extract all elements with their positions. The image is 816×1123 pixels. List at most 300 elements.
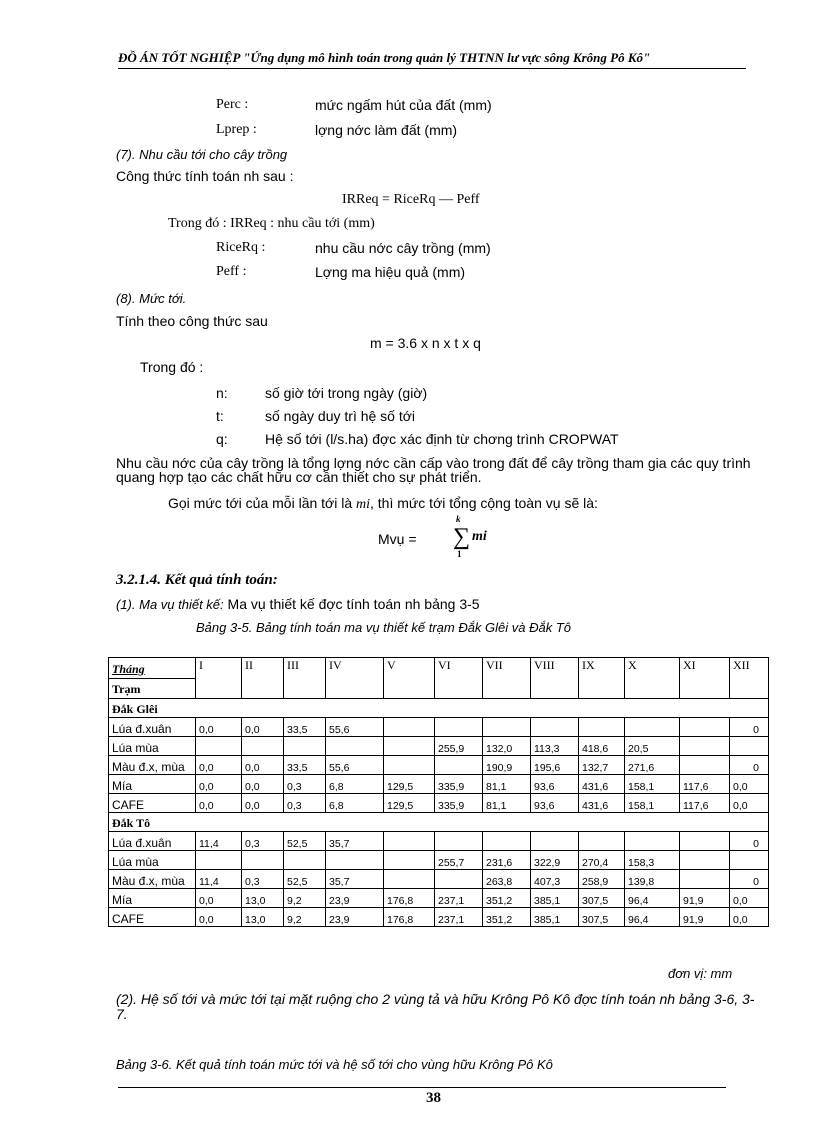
value-cell — [242, 889, 284, 908]
corner-month-label: Tháng — [112, 662, 145, 676]
value-cell — [284, 794, 326, 813]
def-desc-t: số ngày duy trì hệ số tới — [265, 408, 416, 424]
value: 96,4 — [628, 914, 649, 926]
value-cell — [579, 775, 625, 794]
value-cell — [680, 832, 730, 851]
value-cell — [483, 794, 531, 813]
value-cell — [483, 756, 531, 775]
value: 0,0 — [733, 781, 748, 793]
value-cell — [531, 737, 579, 756]
value: 9,2 — [287, 914, 302, 926]
month-header-9: IX — [579, 658, 625, 699]
value: 270,4 — [582, 857, 609, 869]
value: 52,5 — [287, 876, 308, 888]
corner-divider — [109, 678, 195, 679]
month-header-6: VI — [435, 658, 483, 699]
value: 351,2 — [486, 895, 513, 907]
value-cell — [435, 908, 483, 927]
value: 335,9 — [438, 781, 465, 793]
value: 0,0 — [199, 914, 214, 926]
value-cell — [680, 718, 730, 737]
section-7-where: Trong đó : IRReq : nhu cầu tới (mm) — [168, 216, 375, 231]
value-cell — [625, 889, 680, 908]
value: 271,6 — [628, 762, 655, 774]
value-cell — [730, 832, 769, 851]
station-row — [109, 813, 769, 832]
value-cell — [384, 832, 435, 851]
value-cell — [531, 908, 579, 927]
value: 407,3 — [534, 876, 561, 888]
value: 55,6 — [329, 724, 350, 736]
table-row — [109, 832, 769, 851]
month-header-4: IV — [326, 658, 384, 699]
formula-irreq: IRReq = RiceRq — Peff — [342, 192, 480, 207]
item-2: (2). Hệ số tới và mức tới tại mặt ruộng cho 2 vùng tả và hữu Krông Pô Kô đợc tính toán nh bảng 3-6, 3-7. — [116, 991, 755, 1022]
crop-name: Lúa đ.xuân — [112, 836, 172, 850]
value-cell — [435, 756, 483, 775]
value: 307,5 — [582, 914, 609, 926]
value: 431,6 — [582, 781, 609, 793]
crop-cell — [109, 908, 196, 927]
value-cell — [531, 756, 579, 775]
value-cell — [730, 794, 769, 813]
value: 81,1 — [486, 800, 507, 812]
table-row — [109, 851, 769, 870]
value-cell — [384, 775, 435, 794]
value-cell — [384, 794, 435, 813]
value: 0 — [753, 762, 759, 774]
value: 0,0 — [733, 914, 748, 926]
value: 418,6 — [582, 743, 609, 755]
value: 132,0 — [486, 743, 513, 755]
value-cell — [196, 737, 242, 756]
sum-term: mi — [472, 529, 487, 544]
value-cell — [680, 851, 730, 870]
value-cell — [284, 851, 326, 870]
value-cell — [284, 756, 326, 775]
def-term-perc: Perc : — [216, 97, 249, 112]
value: 0,0 — [199, 781, 214, 793]
value-cell — [384, 718, 435, 737]
month-header-3: III — [284, 658, 326, 699]
table-row — [109, 775, 769, 794]
value-cell — [730, 718, 769, 737]
value-cell — [384, 908, 435, 927]
def-term-n: n: — [216, 385, 228, 401]
value: 0,3 — [245, 876, 260, 888]
def-term-lprep: Lprep : — [216, 122, 257, 137]
sum-symbol: ∑ — [453, 524, 471, 550]
crop-name: Mía — [112, 893, 133, 907]
value: 35,7 — [329, 838, 350, 850]
value-cell — [284, 775, 326, 794]
value: 13,0 — [245, 895, 266, 907]
value-cell — [730, 756, 769, 775]
item-1 — [116, 596, 480, 612]
value: 0 — [753, 876, 759, 888]
value-cell — [196, 718, 242, 737]
def-desc-peff: Lợng ma hiệu quả (mm) — [315, 264, 466, 280]
value-cell — [625, 794, 680, 813]
value-cell — [531, 718, 579, 737]
value-cell — [196, 908, 242, 927]
value-cell — [196, 756, 242, 775]
month-header-7: VII — [483, 658, 531, 699]
value: 0,0 — [733, 895, 748, 907]
value-cell — [680, 889, 730, 908]
value: 158,1 — [628, 800, 655, 812]
value: 129,5 — [387, 781, 414, 793]
paragraph-total-depth — [168, 495, 598, 513]
table-row — [109, 756, 769, 775]
value: 195,6 — [534, 762, 561, 774]
value-cell — [680, 775, 730, 794]
value-cell — [625, 832, 680, 851]
value: 0,3 — [287, 781, 302, 793]
crop-cell — [109, 870, 196, 889]
paragraph-water-demand: Nhu cầu nớc của cây trồng là tổng lợng nớc cần cấp vào trong đất để cây trồng tham gia các quy trình quang hợp tạo các chất hữu cơ cần thiết cho sự phát triển. — [116, 455, 751, 485]
value: 307,5 — [582, 895, 609, 907]
value-cell — [531, 794, 579, 813]
crop-cell — [109, 851, 196, 870]
value: 55,6 — [329, 762, 350, 774]
value: 385,1 — [534, 895, 561, 907]
value-cell — [242, 756, 284, 775]
value: 258,9 — [582, 876, 609, 888]
table-3-5-caption: Bảng 3-5. Bảng tính toán ma vụ thiết kế trạm Đắk Glêi và Đắk Tô — [196, 620, 572, 635]
value-cell — [384, 889, 435, 908]
table-row — [109, 737, 769, 756]
crop-cell — [109, 718, 196, 737]
table-3-5 — [108, 657, 769, 927]
value-cell — [625, 756, 680, 775]
value-cell — [242, 794, 284, 813]
month-header-1: I — [196, 658, 242, 699]
value-cell — [680, 737, 730, 756]
value: 0,0 — [199, 762, 214, 774]
value-cell — [531, 870, 579, 889]
value-cell — [730, 737, 769, 756]
value-cell — [483, 775, 531, 794]
value: 113,3 — [534, 743, 560, 755]
value-cell — [196, 794, 242, 813]
value: 158,3 — [628, 857, 655, 869]
def-desc-q: Hệ số tới (l/s.ha) đợc xác định từ chơng trình CROPWAT — [265, 431, 619, 447]
def-term-t: t: — [216, 408, 224, 424]
section-3-2-1-4-heading: 3.2.1.4. Kết quả tính toán: — [116, 572, 278, 588]
value-cell — [579, 851, 625, 870]
value: 255,7 — [438, 857, 465, 869]
value-cell — [730, 889, 769, 908]
value-cell — [579, 794, 625, 813]
month-header-2: II — [242, 658, 284, 699]
crop-name: CAFE — [112, 912, 145, 926]
value-cell — [326, 889, 384, 908]
value: 117,6 — [683, 800, 709, 812]
def-desc-lprep: lợng nớc làm đất (mm) — [315, 122, 458, 138]
value: 0,3 — [287, 800, 302, 812]
value-cell — [579, 756, 625, 775]
formula-m: m = 3.6 x n x t x q — [370, 335, 481, 351]
value: 23,9 — [329, 895, 350, 907]
value: 93,6 — [534, 800, 555, 812]
month-header-5: V — [384, 658, 435, 699]
value-cell — [531, 889, 579, 908]
crop-name: Lúa mùa — [112, 855, 159, 869]
table-row — [109, 908, 769, 927]
value: 263,8 — [486, 876, 513, 888]
value-cell — [531, 851, 579, 870]
value-cell — [625, 737, 680, 756]
value-cell — [680, 908, 730, 927]
header-rule — [118, 68, 746, 69]
value-cell — [730, 851, 769, 870]
value: 190,9 — [486, 762, 513, 774]
value-cell — [242, 851, 284, 870]
station-name: Đắk Glêi — [109, 699, 769, 718]
value-cell — [284, 889, 326, 908]
value: 322,9 — [534, 857, 561, 869]
value-cell — [384, 851, 435, 870]
value: 91,9 — [683, 914, 704, 926]
value: 35,7 — [329, 876, 350, 888]
para2-post: , thì mức tới tổng cộng toàn vụ sẽ là: — [370, 495, 598, 511]
value: 6,8 — [329, 781, 344, 793]
value-cell — [384, 737, 435, 756]
value: 0,3 — [245, 838, 260, 850]
value-cell — [284, 832, 326, 851]
value-cell — [326, 851, 384, 870]
value: 0,0 — [245, 762, 260, 774]
value-cell — [579, 718, 625, 737]
crop-cell — [109, 737, 196, 756]
value: 9,2 — [287, 895, 302, 907]
month-header-11: XI — [680, 658, 730, 699]
page-number: 38 — [426, 1090, 441, 1106]
def-term-peff: Peff : — [216, 264, 247, 279]
section-8-title: (8). Mức tới. — [116, 291, 187, 306]
value-cell — [196, 832, 242, 851]
value: 0,0 — [199, 895, 214, 907]
value-cell — [326, 832, 384, 851]
value-cell — [284, 908, 326, 927]
value-cell — [579, 908, 625, 927]
value: 20,5 — [628, 743, 649, 755]
value: 33,5 — [287, 724, 308, 736]
value-cell — [435, 737, 483, 756]
value-cell — [196, 775, 242, 794]
value-cell — [680, 756, 730, 775]
value-cell — [625, 851, 680, 870]
value: 431,6 — [582, 800, 609, 812]
def-term-ricerq: RiceRq : — [216, 240, 266, 255]
value-cell — [483, 718, 531, 737]
value: 129,5 — [387, 800, 414, 812]
value-cell — [579, 737, 625, 756]
table-corner-cell — [109, 658, 196, 699]
section-8-intro: Tính theo công thức sau — [116, 313, 268, 329]
value-cell — [384, 870, 435, 889]
value-cell — [435, 794, 483, 813]
item-1-text: Ma vụ thiết kế đợc tính toán nh bảng 3-5 — [223, 596, 480, 612]
footer-rule — [118, 1087, 726, 1088]
table-unit: đơn vị: mm — [668, 966, 733, 981]
value-cell — [579, 832, 625, 851]
crop-name: Màu đ.x, mùa — [112, 760, 185, 774]
value-cell — [326, 775, 384, 794]
value-cell — [326, 908, 384, 927]
value-cell — [625, 870, 680, 889]
month-header-8: VIII — [531, 658, 579, 699]
value-cell — [284, 737, 326, 756]
table-row — [109, 889, 769, 908]
value-cell — [680, 870, 730, 889]
value: 11,4 — [199, 838, 219, 850]
value: 0,0 — [199, 800, 214, 812]
value: 0 — [753, 838, 759, 850]
def-desc-perc: mức ngấm hút của đất (mm) — [315, 97, 492, 113]
value-cell — [579, 889, 625, 908]
section-7-intro: Công thức tính toán nh sau : — [116, 168, 294, 184]
table-header-row — [109, 658, 769, 699]
value: 351,2 — [486, 914, 513, 926]
value-cell — [326, 870, 384, 889]
def-desc-n: số giờ tới trong ngày (giờ) — [265, 385, 428, 401]
def-term-q: q: — [216, 431, 228, 447]
crop-name: CAFE — [112, 798, 145, 812]
value: 0,0 — [245, 781, 260, 793]
crop-cell — [109, 832, 196, 851]
value: 385,1 — [534, 914, 561, 926]
crop-name: Màu đ.x, mùa — [112, 874, 185, 888]
value-cell — [326, 756, 384, 775]
month-header-10: X — [625, 658, 680, 699]
value-cell — [730, 908, 769, 927]
value-cell — [435, 718, 483, 737]
value-cell — [730, 870, 769, 889]
value-cell — [435, 870, 483, 889]
value: 93,6 — [534, 781, 555, 793]
month-header-12: XII — [730, 658, 769, 699]
value: 6,8 — [329, 800, 344, 812]
value: 231,6 — [486, 857, 513, 869]
value: 0,0 — [733, 800, 748, 812]
value-cell — [483, 851, 531, 870]
value-cell — [579, 870, 625, 889]
value: 158,1 — [628, 781, 655, 793]
value: 237,1 — [438, 895, 465, 907]
value-cell — [435, 889, 483, 908]
value-cell — [483, 737, 531, 756]
value-cell — [483, 889, 531, 908]
value-cell — [625, 908, 680, 927]
value-cell — [680, 794, 730, 813]
section-7-title: (7). Nhu cầu tới cho cây trồng — [116, 147, 288, 162]
crop-cell — [109, 794, 196, 813]
value: 132,7 — [582, 762, 609, 774]
para2-pre: Gọi mức tới của mỗi lần tới là — [168, 495, 357, 511]
crop-cell — [109, 756, 196, 775]
corner-station-label: Trạm — [112, 682, 141, 696]
station-name: Đắk Tô — [109, 813, 769, 832]
value: 23,9 — [329, 914, 350, 926]
value-cell — [625, 718, 680, 737]
value: 117,6 — [683, 781, 709, 793]
value-cell — [730, 775, 769, 794]
value: 33,5 — [287, 762, 308, 774]
value: 176,8 — [387, 895, 414, 907]
value: 52,5 — [287, 838, 308, 850]
value: 255,9 — [438, 743, 465, 755]
value-cell — [483, 870, 531, 889]
value: 139,8 — [628, 876, 655, 888]
value-cell — [242, 870, 284, 889]
table-row — [109, 718, 769, 737]
value-cell — [483, 832, 531, 851]
table-row — [109, 794, 769, 813]
para2-var: mi — [356, 497, 371, 512]
value: 0 — [753, 724, 759, 736]
def-desc-ricerq: nhu cầu nớc cây trồng (mm) — [315, 240, 491, 256]
value: 0,0 — [199, 724, 214, 736]
section-8-where: Trong đó : — [140, 359, 204, 375]
value: 11,4 — [199, 876, 219, 888]
value-cell — [435, 832, 483, 851]
value-cell — [384, 756, 435, 775]
value-cell — [242, 832, 284, 851]
value-cell — [326, 794, 384, 813]
value-cell — [196, 851, 242, 870]
value-cell — [625, 775, 680, 794]
value-cell — [196, 889, 242, 908]
crop-cell — [109, 889, 196, 908]
value-cell — [284, 870, 326, 889]
item-1-label: (1). Ma vụ thiết kế: — [116, 597, 224, 612]
crop-cell — [109, 775, 196, 794]
table-3-6-caption: Bảng 3-6. Kết quả tính toán mức tới và hệ số tới cho vùng hữu Krông Pô Kô — [116, 1057, 553, 1072]
value: 91,9 — [683, 895, 704, 907]
value: 0,0 — [245, 800, 260, 812]
sum-upper-limit: k — [456, 514, 461, 524]
station-row — [109, 699, 769, 718]
value-cell — [435, 851, 483, 870]
table-row — [109, 870, 769, 889]
value: 237,1 — [438, 914, 465, 926]
value-cell — [326, 737, 384, 756]
value: 13,0 — [245, 914, 266, 926]
value: 335,9 — [438, 800, 465, 812]
value-cell — [326, 718, 384, 737]
value-cell — [531, 775, 579, 794]
value: 81,1 — [486, 781, 507, 793]
value: 96,4 — [628, 895, 649, 907]
crop-name: Mía — [112, 779, 133, 793]
value-cell — [196, 870, 242, 889]
value-cell — [435, 775, 483, 794]
sum-lhs: Mvụ = — [378, 531, 417, 547]
crop-name: Lúa đ.xuân — [112, 722, 172, 736]
crop-name: Lúa mùa — [112, 741, 159, 755]
running-header: ĐỒ ÁN TỐT NGHIỆP "Ứng dụng mô hình toán trong quản lý THTNN lư vực sông Krông Pô Kô" — [118, 50, 651, 65]
value: 176,8 — [387, 914, 414, 926]
value-cell — [483, 908, 531, 927]
value-cell — [242, 737, 284, 756]
value: 0,0 — [245, 724, 260, 736]
value-cell — [242, 775, 284, 794]
value-cell — [242, 908, 284, 927]
value-cell — [531, 832, 579, 851]
value-cell — [242, 718, 284, 737]
